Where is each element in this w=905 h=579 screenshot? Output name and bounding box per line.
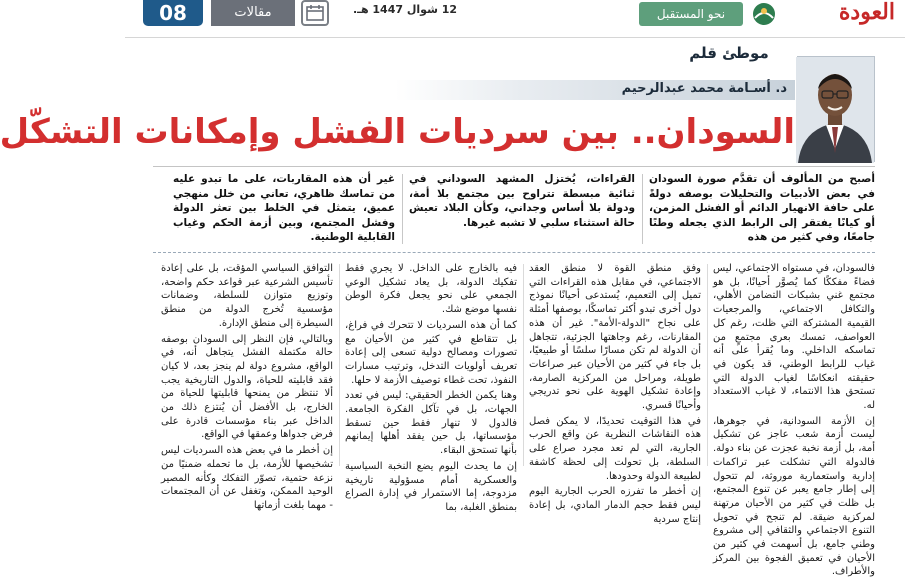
body-column-3 bbox=[345, 262, 517, 513]
body-column-4 bbox=[161, 262, 333, 511]
lead-top-rule bbox=[153, 166, 875, 167]
page-number: 08 bbox=[143, 0, 203, 26]
newspaper-logo[interactable]: العودة bbox=[838, 0, 895, 25]
calendar-icon bbox=[301, 0, 329, 26]
lead-divider bbox=[402, 174, 403, 244]
column-title: موطئ قلم bbox=[689, 44, 769, 62]
column-divider bbox=[707, 264, 708, 466]
issue-date: 12 شوال 1447 هـ. bbox=[353, 3, 458, 16]
slogan-badge: نحو المستقبل bbox=[639, 2, 743, 26]
body-paragraph: فالسودان، في مستواه الاجتماعي، ليس فضاءً مفككًا كما يُصوَّر أحيانًا، بل هو مجتمع غني بشبكات التضامن الأهلي، والتكافل الاجتماعي، والمرجعيات القيمية المشتركة التي ظلت، رغم كل العواصف، تمسك بعرى مجتمعٍ من تماسكه الداخلي. وما يُقرأ على أنه غياب للرابط الوطني، قد يكون في حقيقته انعكاسًا لغياب الدولة التي تستحق هذا الانتماء، لا غياب الاستعداد له. bbox=[713, 263, 875, 412]
emblem-icon bbox=[749, 0, 779, 30]
body-column-1 bbox=[713, 262, 875, 578]
lead-paragraph: غير أن هذه المقاربات، على ما تبدو عليه من تماسك ظاهري، تعاني من خلل منهجي عميق، يتمثل في الخلط بين تعثر الدولة وفشل المجتمع، وبين أزمة الحكم وغياب القابلية الوطنية. bbox=[173, 173, 395, 243]
lead-bottom-rule bbox=[153, 252, 875, 253]
author-photo bbox=[797, 56, 875, 162]
body-paragraph: إن أخطر ما في بعض هذه السرديات ليس تشخيصها للأزمة، بل ما تحمله ضمنيًا من نزعة حتمية، تصوّر التفكك وكأنه المصير الوحيد الممكن، وتغفل عن أن المجتمعات - مهما بلغت أزماتها bbox=[161, 445, 333, 511]
lead-divider bbox=[642, 174, 643, 244]
column-divider bbox=[339, 264, 340, 466]
author-byline: د. أسـامة محمد عبدالرحيم bbox=[621, 81, 787, 96]
section-label[interactable]: مقالات bbox=[211, 0, 295, 26]
body-column-2 bbox=[529, 262, 701, 525]
lead-paragraph: أصبح من المألوف أن تقدَّم صورة السودان في بعض الأدبيات والتحليلات بوصفه دولةً على حافة الانهيار الدائم أو الفشل المزمن، أو كيانًا يفتقر إلى الرابط الذي يجعله وطنًا جامعًا، وفي كثير من هذه bbox=[649, 173, 875, 243]
body-paragraph: إن الأزمة السودانية، في جوهرها، ليست أزمة شعب عاجز عن تشكيل أمة، بل أزمة نخبة عجزت عن بناء دولة. فالدولة التي تشكلت عبر تراكمات إدارية واستعمارية موروثة، لم تتحول إلى إطار جامع يعبر عن تنوع المجتمع، بل ظلت في كثير من الأحيان مرتهنة لمركزية ضيقة. لم تنجح في تحويل التنوع الاجتماعي والثقافي إلى مشروع وطني جامع، بل أسهمت في كثير من الأحيان في تعميق الفجوة بين المركز والأطراف. bbox=[713, 415, 875, 578]
masthead bbox=[125, 0, 905, 38]
body-paragraph: فيه بالخارج على الداخل. لا يجري فقط تفكيك الدولة، بل يعاد تشكيل الوعي الجمعي على نحو يجعل فكرة الوطن نفسها موضع شك. bbox=[345, 263, 517, 316]
column-divider bbox=[523, 264, 524, 466]
body-paragraph: في هذا التوقيت تحديدًا، لا يمكن فصل هذه النقاشات النظرية عن واقع الحرب الجارية، التي لم تعد مجرد صراع على السلطة، بل تحولت إلى لحظة كاشفة لطبيعة الدولة وحدودها. bbox=[529, 415, 701, 482]
body-paragraph: وبالتالي، فإن النظر إلى السودان بوصفه حالة مكتملة الفشل يتجاهل أنه، في الواقع، مشروع دولة لم ينجز بعد، لا كيان فقد قابليته للحياة، والدول التاريخية يجب ألا تنتظر من يمنحها قابليتها للحياة من الخارج، بل الأفضل أن يُنتزع ذلك من الداخل عبر بناء مؤسسات قادرة على فرض جدواها وعمقها في الواقع. bbox=[161, 333, 333, 441]
body-paragraph: كما أن هذه السرديات لا تتحرك في فراغ، بل تتقاطع في كثير من الأحيان مع تصورات ومصالح دولية تسعى إلى إعادة تعريف أولويات التدخل، وترتيب مسارات النفوذ، تحت غطاء توصيف الأزمة لا حلها. bbox=[345, 319, 517, 386]
body-paragraph: وفق منطق القوة لا منطق العقد الاجتماعي، في مقابل هذه القراءات التي تميل إلى التعميم، يُستدعى أحيانًا نموذج دول أخرى تبدو أكثر تماسكًا، بوصفها أمثلة على نجاح "الدولة-الأمة". غير أن هذه المقارنات، رغم وجاهتها الجزئية، تتجاهل أن الدولة لم تكن مسارًا سلسًا أو طبيعيًا، بل جاء في كثير من الأحيان عبر صراعات طويلة، ومراحل من المركزية الصارمة، وإعادة تشكيل الهوية على نحو تدريجي وأحيانًا قسري. bbox=[529, 263, 701, 412]
article-headline: السودان.. بين سرديات الفشل وإمكانات التشكّل bbox=[0, 112, 795, 152]
lead-paragraph: القراءات، يُختزل المشهد السوداني في ثنائية مبسطة تتراوح بين مجتمع بلا أمة، ودولة بلا أساس وجداني، وكأن البلاد تعيش حالة استثناء سلبي لا تشبه غيرها. bbox=[409, 173, 635, 229]
body-paragraph: وهنا يكمن الخطر الحقيقي: ليس في تعدد الجهات، بل في تآكل الفكرة الجامعة. فالدول لا تنهار فقط حين تسقط مؤسساتها، بل حين يفقد أهلها إيمانهم بأنها تستحق البقاء. bbox=[345, 390, 517, 457]
body-paragraph: التوافق السياسي المؤقت، بل على إعادة تأسيس الشرعية عبر قواعد حكم واضحة، وتوزيع متوازن للسلطة، وضمانات مؤسسية تُخرج الدولة من منطق السيطرة إلى منطق الإدارة. bbox=[161, 263, 333, 329]
body-paragraph: إن ما يحدث اليوم يضع النخبة السياسية والعسكرية أمام مسؤولية تاريخية مزدوجة، إما الاستمرار في إدارة الصراع بمنطق الغلبة، بما bbox=[345, 460, 517, 513]
body-paragraph: إن أخطر ما تفرزه الحرب الجارية اليوم ليس فقط حجم الدمار المادي، بل إعادة إنتاج سردية bbox=[529, 486, 701, 525]
